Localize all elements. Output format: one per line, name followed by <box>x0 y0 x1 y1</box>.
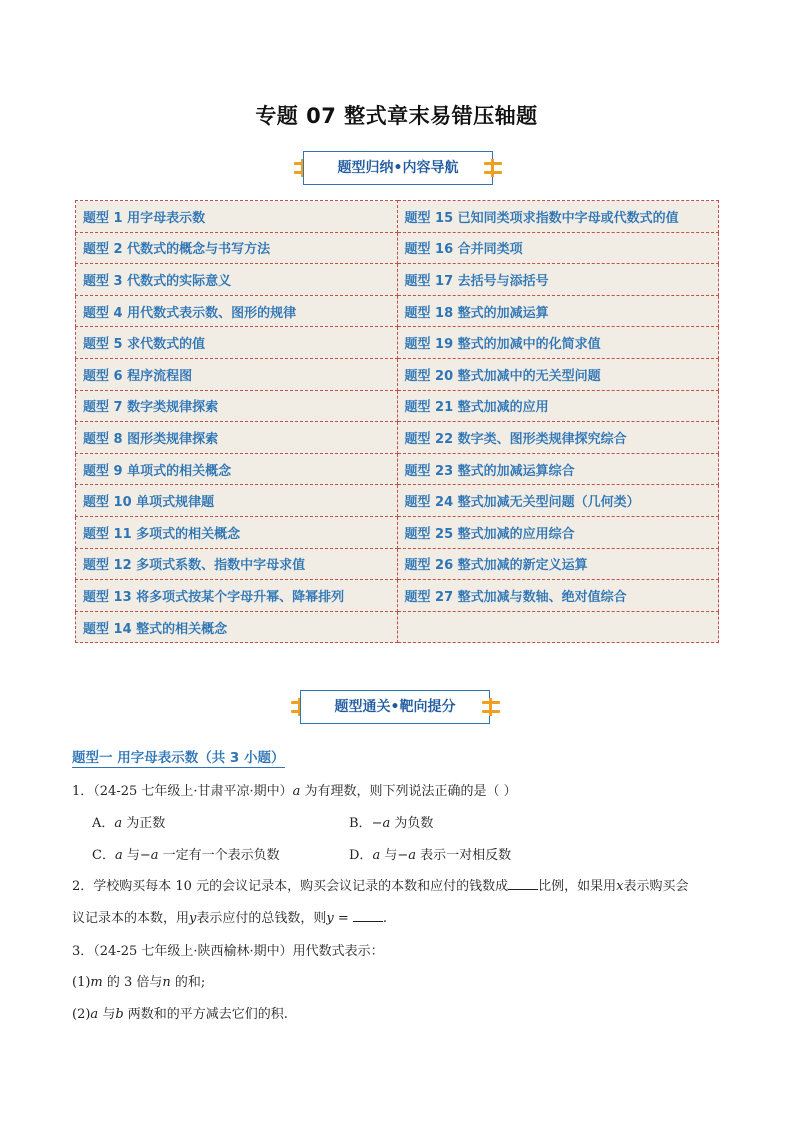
toc-item: 题型 1 用字母表示数 <box>76 201 398 233</box>
toc-item <box>397 611 719 643</box>
toc-item: 题型 6 程序流程图 <box>76 358 398 390</box>
toc-item: 题型 3 代数式的实际意义 <box>76 264 398 296</box>
banner-label: 题型归纳•内容导航 <box>303 151 493 185</box>
toc-row <box>76 295 719 327</box>
toc-item: 题型 15 已知同类项求指数中字母或代数式的值 <box>397 201 719 233</box>
math-var: a <box>292 784 301 799</box>
toc-item: 题型 8 图形类规律探索 <box>76 422 398 454</box>
toc-row <box>76 327 719 359</box>
toc-row <box>76 580 719 612</box>
toc-item: 题型 10 单项式规律题 <box>76 485 398 517</box>
page-title: 专题 07 整式章末易错压轴题 <box>255 104 538 128</box>
option-c: C．a 与−a 一定有一个表示负数 <box>92 848 280 863</box>
section-banner-navigation <box>0 151 793 187</box>
toc-item: 题型 12 多项式系数、指数中字母求值 <box>76 548 398 580</box>
toc-item: 题型 16 合并同类项 <box>397 232 719 264</box>
toc-item: 题型 25 整式加减的应用综合 <box>397 516 719 548</box>
question-3-part-2: (2)a 与b 两数和的平方减去它们的积. <box>72 1007 288 1022</box>
toc-row <box>76 390 719 422</box>
section-heading: 题型一 用字母表示数（共 3 小题） <box>72 746 285 768</box>
question-stem: 为有理数，则下列说法正确的是（ ） <box>300 784 517 799</box>
toc-item: 题型 2 代数式的概念与书写方法 <box>76 232 398 264</box>
question-3: 3．（24-25 七年级上·陕西榆林·期中）用代数式表示： <box>72 944 384 959</box>
toc-item: 题型 27 整式加减与数轴、绝对值综合 <box>397 580 719 612</box>
toc-row <box>76 516 719 548</box>
answer-blank <box>353 908 383 922</box>
toc-row <box>76 485 719 517</box>
question-1 <box>72 780 517 799</box>
toc-item: 题型 26 整式加减的新定义运算 <box>397 548 719 580</box>
toc-item: 题型 21 整式加减的应用 <box>397 390 719 422</box>
toc-row <box>76 453 719 485</box>
toc-table <box>75 200 719 643</box>
toc-item: 题型 24 整式加减无关型问题（几何类） <box>397 485 719 517</box>
toc-item: 题型 13 将多项式按某个字母升幂、降幂排列 <box>76 580 398 612</box>
toc-item: 题型 11 多项式的相关概念 <box>76 516 398 548</box>
option-a: A．a 为正数 <box>92 816 166 831</box>
toc-item: 题型 17 去括号与添括号 <box>397 264 719 296</box>
toc-item: 题型 9 单项式的相关概念 <box>76 453 398 485</box>
toc-item: 题型 5 求代数式的值 <box>76 327 398 359</box>
toc-row <box>76 611 719 643</box>
toc-item: 题型 18 整式的加减运算 <box>397 295 719 327</box>
toc-item: 题型 4 用代数式表示数、图形的规律 <box>76 295 398 327</box>
option-d: D．a 与−a 表示一对相反数 <box>349 848 512 863</box>
toc-item: 题型 19 整式的加减中的化简求值 <box>397 327 719 359</box>
banner-label: 题型通关•靶向提分 <box>300 690 490 724</box>
toc-row <box>76 201 719 233</box>
question-2-line-1: 2．学校购买每本 10 元的会议记录本，购买会议记录的本数和应付的钱数成 比例，如果用x表示购买会 <box>72 875 688 894</box>
toc-item: 题型 20 整式加减中的无关型问题 <box>397 358 719 390</box>
option-b: B．−a 为负数 <box>349 816 434 831</box>
toc-item: 题型 23 整式的加减运算综合 <box>397 453 719 485</box>
toc-row <box>76 232 719 264</box>
question-stem: 1．（24-25 七年级上·甘肃平凉·期中） <box>72 784 293 799</box>
answer-blank <box>508 876 538 890</box>
toc-item: 题型 7 数字类规律探索 <box>76 390 398 422</box>
question-3-part-1: (1)m 的 3 倍与n 的和; <box>72 975 206 990</box>
toc-item: 题型 22 数字类、图形类规律探究综合 <box>397 422 719 454</box>
toc-row <box>76 264 719 296</box>
toc-row <box>76 358 719 390</box>
toc-item: 题型 14 整式的相关概念 <box>76 611 398 643</box>
banner-decoration-icon <box>482 698 500 716</box>
toc-row <box>76 548 719 580</box>
section-banner-practice <box>0 690 793 726</box>
banner-decoration-icon <box>484 159 502 177</box>
toc-row <box>76 422 719 454</box>
question-2-line-2: 议记录本的本数，用y表示应付的总钱数，则y = . <box>72 907 387 926</box>
